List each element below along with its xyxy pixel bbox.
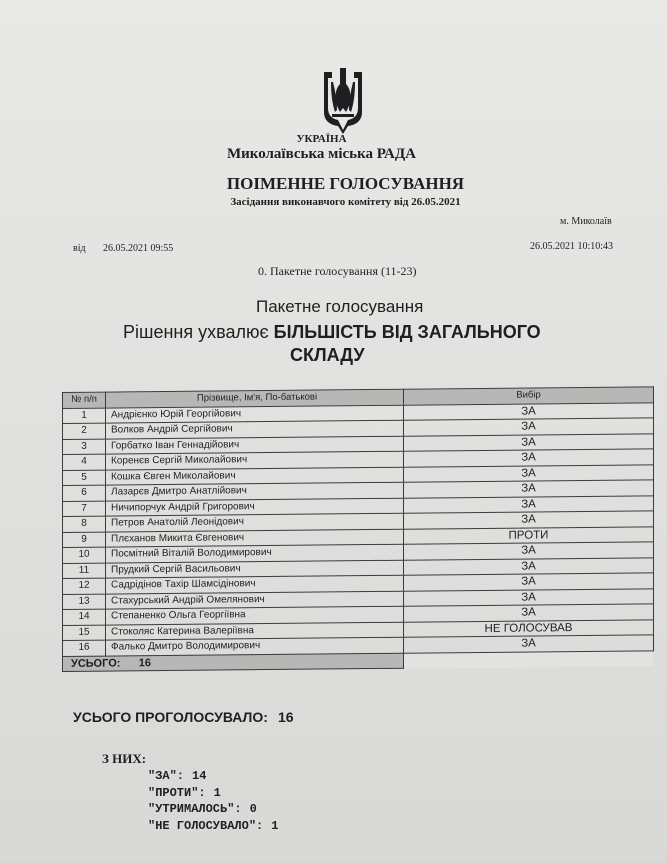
row-number: 15 xyxy=(63,625,106,641)
tally-for xyxy=(148,769,206,783)
row-choice: ЗА xyxy=(404,449,654,467)
tally-not-voted xyxy=(148,819,278,833)
row-choice: ПРОТИ xyxy=(404,526,654,544)
row-name: Лазарєв Дмитро Анатлійович xyxy=(106,482,404,500)
row-number: 13 xyxy=(63,594,106,610)
start-datetime: 26.05.2021 09:55 xyxy=(103,243,174,254)
row-name: Стоколяс Катерина Валеріївна xyxy=(106,622,404,640)
row-choice: ЗА xyxy=(404,604,654,622)
row-number: 9 xyxy=(63,532,106,548)
row-name: Волков Андрій Сергійович xyxy=(106,420,404,438)
col-number-header: № п/п xyxy=(63,392,106,408)
tryzub-coat-of-arms-icon xyxy=(318,68,368,134)
row-choice: ЗА xyxy=(404,573,654,591)
row-number: 11 xyxy=(63,563,106,579)
row-name: Прудкий Сергій Васильович xyxy=(106,560,404,578)
col-choice-header: Вибір xyxy=(404,387,654,405)
row-name: Садрідінов Тахір Шамсідінович xyxy=(106,575,404,593)
row-number: 16 xyxy=(63,640,106,656)
row-choice: ЗА xyxy=(404,464,654,482)
row-name: Плєханов Микита Євгенович xyxy=(106,529,404,547)
col-name-header: Прізвище, Ім'я, По-батькові xyxy=(106,389,404,407)
section-title: Пакетне голосування xyxy=(256,297,424,316)
row-name: Стахурський Андрій Омелянович xyxy=(106,591,404,609)
row-name: Андрієнко Юрій Георгійович xyxy=(106,405,404,423)
tally-value: 1 xyxy=(271,819,279,833)
from-label: від xyxy=(73,243,86,254)
row-number: 3 xyxy=(63,439,106,455)
tally-value: 1 xyxy=(213,786,221,800)
document-title: ПОІМЕННЕ ГОЛОСУВАННЯ xyxy=(226,174,465,193)
city-label: м. Миколаїв xyxy=(560,216,612,227)
decision-majority: БІЛЬШІСТЬ ВІД ЗАГАЛЬНОГО xyxy=(273,322,541,342)
of-them-label: З НИХ: xyxy=(102,751,147,766)
voted-summary xyxy=(73,709,294,725)
tally-value: 0 xyxy=(249,802,257,816)
row-choice: НЕ ГОЛОСУВАВ xyxy=(404,619,654,637)
row-choice: ЗА xyxy=(404,557,654,575)
row-number: 6 xyxy=(63,485,106,501)
row-name: Посмітний Віталій Володимирович xyxy=(106,544,404,562)
row-choice: ЗА xyxy=(404,402,654,420)
total-value: 16 xyxy=(138,656,152,670)
row-name: Степаненко Ольга Георгіївна xyxy=(106,606,404,624)
tally-label: "ЗА": xyxy=(148,769,185,783)
row-number: 14 xyxy=(63,609,106,625)
row-number: 7 xyxy=(63,501,106,517)
row-number: 4 xyxy=(63,454,106,470)
row-name: Ничипорчук Андрій Григорович xyxy=(106,498,404,516)
decision-rule-line2: СКЛАДУ xyxy=(290,345,365,365)
row-name: Горбатко Іван Геннадійович xyxy=(106,436,404,454)
row-choice: ЗА xyxy=(404,480,654,498)
row-choice: ЗА xyxy=(404,495,654,513)
tally-abstained xyxy=(148,802,257,816)
row-choice: ЗА xyxy=(404,511,654,529)
row-number: 1 xyxy=(63,408,106,424)
row-name: Петров Анатолій Леонідович xyxy=(106,513,404,531)
total-cell xyxy=(63,653,404,672)
tally-label: "ПРОТИ": xyxy=(148,786,206,800)
decision-prefix: Рішення ухвалює xyxy=(123,322,274,342)
council-name: Миколаївська міська РАДА xyxy=(226,146,417,162)
voted-value: 16 xyxy=(277,709,294,725)
decision-rule xyxy=(123,322,541,343)
row-choice: ЗА xyxy=(404,433,654,451)
row-choice: ЗА xyxy=(404,418,654,436)
row-name: Кошка Євген Миколайович xyxy=(106,467,404,485)
row-number: 5 xyxy=(63,470,106,486)
meeting-subtitle: Засідання виконавчого комітету від 26.05.2021 xyxy=(230,196,461,208)
total-label: УСЬОГО: xyxy=(71,657,121,670)
tally-value: 14 xyxy=(192,769,207,783)
tally-against xyxy=(148,786,221,800)
total-empty-cell xyxy=(404,650,654,668)
end-datetime: 26.05.2021 10:10:43 xyxy=(530,241,614,252)
row-number: 2 xyxy=(63,423,106,439)
voted-label: УСЬОГО ПРОГОЛОСУВАЛО: xyxy=(73,709,268,725)
row-name: Коренєв Сергій Миколайович xyxy=(106,451,404,469)
row-choice: ЗА xyxy=(404,542,654,560)
row-name: Фалько Дмитро Володимирович xyxy=(106,637,404,655)
tally-label: "УТРИМАЛОСЬ": xyxy=(148,802,242,816)
vote-table xyxy=(62,386,654,672)
agenda-item: 0. Пакетне голосування (11-23) xyxy=(258,264,417,278)
row-number: 12 xyxy=(63,578,106,594)
tally-label: "НЕ ГОЛОСУВАЛО": xyxy=(148,819,264,833)
country-name: УКРАЇНА xyxy=(296,133,347,145)
row-choice: ЗА xyxy=(404,635,654,653)
row-number: 10 xyxy=(63,547,106,563)
row-choice: ЗА xyxy=(404,588,654,606)
row-number: 8 xyxy=(63,516,106,532)
